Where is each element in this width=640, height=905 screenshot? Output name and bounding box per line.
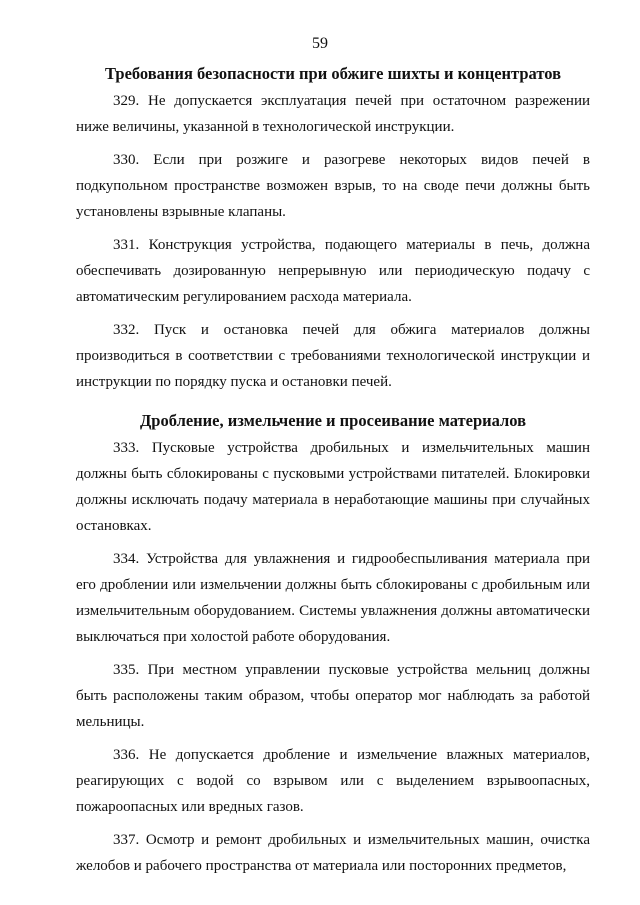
paragraph-335: 335. При местном управлении пусковые устройства мельниц должны быть расположены таким образом, чтобы оператор мог наблюдать за работой мельницы. [76, 662, 590, 730]
paragraph-337: 337. Осмотр и ремонт дробильных и измельчительных машин, очистка желобов и рабочего пространства от материала или посторонних предметов, [76, 832, 590, 874]
paragraph-329: 329. Не допускается эксплуатация печей при остаточном разрежении ниже величины, указанной в технологической инструкции. [76, 93, 590, 135]
paragraph-336: 336. Не допускается дробление и измельчение влажных материалов, реагирующих с водой со взрывом или с выделением взрывоопасных, пожароопасных или вредных газов. [76, 747, 590, 815]
section-heading-crushing-grinding: Дробление, измельчение и просеивание материалов [139, 411, 527, 430]
page-number: 59 [312, 35, 328, 52]
paragraph-332: 332. Пуск и остановка печей для обжига материалов должны производиться в соответствии с требованиями технологической инструкции и инструкции по порядку пуска и остановки печей. [76, 322, 590, 390]
paragraph-330: 330. Если при розжиге и разогреве некоторых видов печей в подкупольном пространстве возможен взрыв, то на своде печи должны быть установлены взрывные клапаны. [76, 152, 590, 220]
paragraph-334: 334. Устройства для увлажнения и гидрообеспыливания материала при его дроблении или измельчении должны быть сблокированы с дробильным или измельчительным оборудованием. Системы увлажнения должны автоматически выключаться при холостой работе оборудования. [76, 551, 590, 645]
page-content [76, 62, 590, 886]
paragraph-333: 333. Пусковые устройства дробильных и измельчительных машин должны быть сблокированы с пусковыми устройствами питателей. Блокировки должны исключать подачу материала в неработающие машины при случайных остановках. [76, 440, 590, 534]
section-heading-roasting-safety: Требования безопасности при обжиге шихты и концентратов [105, 64, 561, 83]
paragraph-331: 331. Конструкция устройства, подающего материалы в печь, должна обеспечивать дозированную непрерывную или периодическую подачу с автоматическим регулированием расхода материала. [76, 237, 590, 305]
